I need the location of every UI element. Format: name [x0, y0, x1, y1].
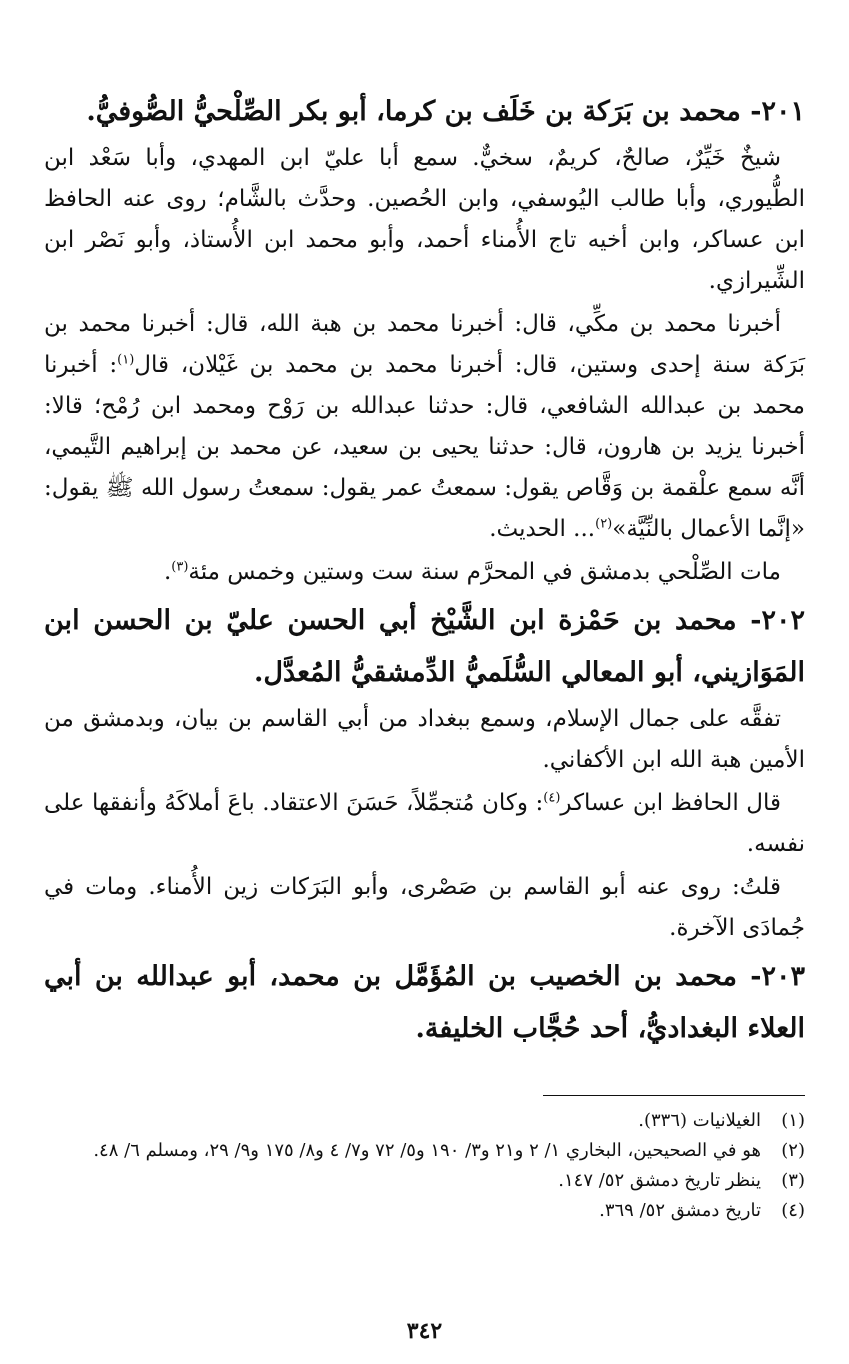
hadith-paragraph: أخبرنا محمد بن مكِّي، قال: أخبرنا محمد بن هبة الله، قال: أخبرنا محمد بن بَرَكة سنة إحدى وستين، قال: أخبرنا محمد بن محمد بن غَيْلان، قال$^{(١)}$: أخبرنا محمد بن عبدالله الشافعي، قال: حدثنا عبدالله بن رَوْح ومحمد ابن رُمْح؛ قالا: أخبرنا يزيد بن هارون، قال: حدثنا يحيى بن سعيد، عن محمد بن إبراهيم التَّيمي، أنَّه سمع علْقمة بن وَقَّاص يقول: سمعتُ عمر يقول: سمعتُ رسول الله ﷺ يقول: «إنَّما الأعمال بالنِّيَّة»$^{(٢)}$... الحديث.: [44, 311, 805, 542]
footnote-text: تاريخ دمشق ٥٢/ ٣٦٩.: [599, 1200, 761, 1221]
entry-201: [44, 86, 805, 593]
footnote-number: (٤): [781, 1200, 805, 1221]
footnote-item: [44, 1196, 805, 1226]
biography-paragraph: تفقَّه على جمال الإسلام، وسمع ببغداد من أبي القاسم بن بيان، وبدمشق من الأمين هبة الله ابن الأكفاني.: [44, 706, 805, 773]
footnote-number: (٢): [781, 1140, 805, 1161]
quote-paragraph: قال الحافظ ابن عساكر$^{(٤)}$: وكان مُتجمِّلاً، حَسَنَ الاعتقاد. باعَ أملاكَهُ وأنفقها على نفسه.: [44, 790, 805, 857]
footnote-text: ينظر تاريخ دمشق ٥٢/ ١٤٧.: [558, 1170, 761, 1191]
footnote-marker: (٤): [543, 790, 561, 806]
footnote-number: (١): [781, 1110, 805, 1131]
entry-202: [44, 595, 805, 949]
biography-paragraph: شيخٌ خَيِّرٌ، صالحٌ، كريمٌ، سخيٌّ. سمع أبا عليّ ابن المهدي، وأبا سَعْد ابن الطُّيوري، وأبا طالب اليُوسفي، وابن الحُصين. وحدَّث بالشَّام؛ روى عنه الحافظ ابن عساكر، وابن أخيه تاج الأُمناء أحمد، وأبو محمد ابن الأُستاذ، وأبو نَصْر ابن الشِّيرازي.: [44, 145, 805, 294]
footnotes: [44, 1106, 805, 1226]
footnote-item: [44, 1136, 805, 1166]
footnote-marker: (١): [117, 352, 135, 368]
entry-heading: ٢٠١- محمد بن بَرَكة بن خَلَف بن كرما، أبو بكر الصِّلْحيُّ الصُّوفيُّ.: [86, 96, 805, 127]
footnote-item: [44, 1166, 805, 1196]
entry-heading: ٢٠٢- محمد بن حَمْزة ابن الشَّيْخ أبي الحسن عليّ بن الحسن ابن المَوَازيني، أبو المعالي السُّلَميُّ الدِّمشقيُّ المُعدَّل.: [44, 605, 805, 688]
page-number: ٣٤٢: [406, 1318, 443, 1344]
entry-203: [44, 951, 805, 1055]
footnote-divider: [543, 1095, 805, 1096]
footnote-text: الغيلانيات (٣٣٦).: [638, 1110, 761, 1131]
footnote-marker: (٣): [171, 559, 189, 575]
footnote-text: هو في الصحيحين، البخاري ١/ ٢ و٢١ و٣/ ١٩٠ و٥/ ٧٢ و٧/ ٤ و٨/ ١٧٥ و٩/ ٢٩، ومسلم ٦/ ٤٨.: [93, 1140, 761, 1161]
entry-heading: ٢٠٣- محمد بن الخصيب بن المُؤَمَّل بن محمد، أبو عبدالله بن أبي العلاء البغداديُّ، أحد حُجَّاب الخليفة.: [44, 961, 805, 1044]
note-paragraph: قلتُ: روى عنه أبو القاسم بن صَصْرى، وأبو البَرَكات زين الأُمناء. ومات في جُمادَى الآخرة.: [44, 874, 805, 941]
footnote-number: (٣): [781, 1170, 805, 1191]
death-paragraph: مات الصِّلْحي بدمشق في المحرَّم سنة ست وستين وخمس مئة$^{(٣)}$.: [163, 559, 781, 585]
footnote-item: [44, 1106, 805, 1136]
footnote-marker: (٢): [595, 516, 613, 532]
